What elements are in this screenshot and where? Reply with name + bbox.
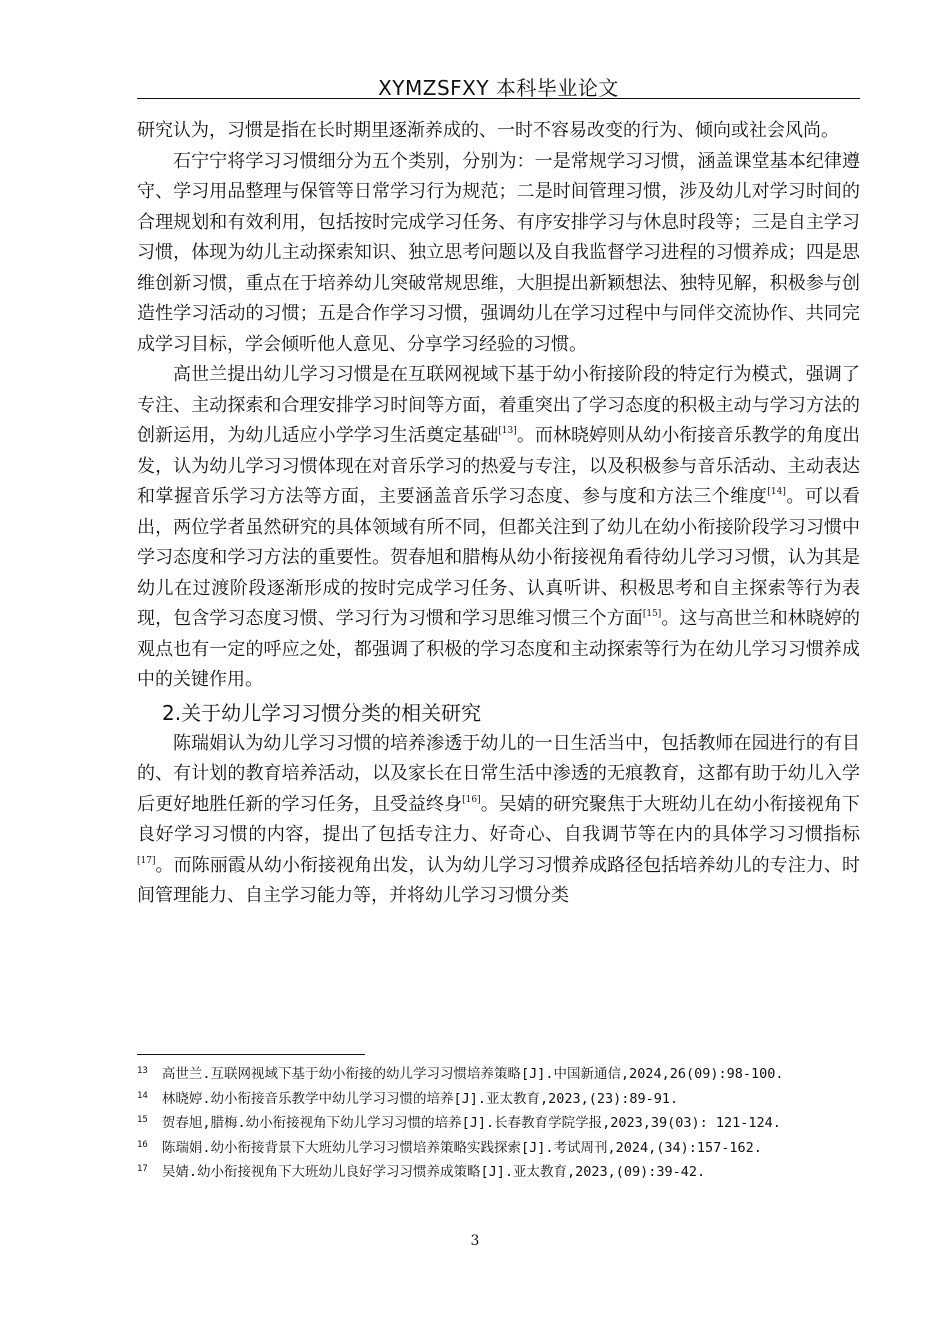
footnote-mark: 14 bbox=[137, 1090, 148, 1101]
citation-16: [16] bbox=[462, 794, 481, 805]
paragraph-3-part-1: 高世兰提出幼儿学习习惯是在互联网视域下基于幼小衔接阶段的特定行为模式，强调了专注、主动探索和合理安排学习时间等方面，着重突出了学习态度的积极主动与学习方法的创新运用，为幼儿适应小学学习生活奠定基础 bbox=[137, 364, 860, 446]
footnote-text: 陈瑞娟.幼小衔接背景下大班幼儿学习习惯培养策略实践探索[J].考试周刊,2024,(34):157-162. bbox=[161, 1139, 762, 1156]
section-heading: 2.关于幼儿学习习惯分类的相关研究 bbox=[162, 700, 482, 725]
paragraph-3 bbox=[137, 360, 860, 696]
footnote-mark: 13 bbox=[137, 1066, 148, 1076]
paragraph-4-part-1: 陈瑞娟认为幼儿学习习惯的培养渗透于幼儿的一日生活当中，包括教师在园进行的有目的、有计划的教育培养活动，以及家长在日常生活中渗透的无痕教育，这都有助于幼儿入学后更好地胜任新的学习任务，且受益终身 bbox=[137, 732, 860, 815]
footnote-mark: 16 bbox=[137, 1139, 148, 1150]
paragraph-1: 研究认为，习惯是指在长时期里逐渐养成的、一时不容易改变的行为、倾向或社会风尚。 bbox=[137, 120, 839, 141]
page-number: 3 bbox=[470, 1233, 480, 1249]
footnote-text: 林晓婷.幼小衔接音乐教学中幼儿学习习惯的培养[J].亚太教育,2023,(23):89-91. bbox=[161, 1090, 679, 1107]
footnote bbox=[137, 1062, 860, 1085]
paragraph-3-part-2: 。而林晓婷则从幼小衔接音乐教学的角度出发，认为幼儿学习习惯体现在对音乐学习的热爱与专注，以及积极参与音乐活动、主动表达和掌握音乐学习方法等方面，主要涵盖音乐学习态度、参与度和方法三个维度 bbox=[137, 425, 861, 507]
running-header: XYMZSFXY 本科毕业论文 bbox=[378, 76, 619, 100]
paragraph-4-part-2: 。吴婧的研究聚焦于大班幼儿在幼小衔接视角下良好学习习惯的内容，提出了包括专注力、好奇心、自我调节等在内的具体学习习惯指标 bbox=[137, 793, 861, 845]
footnote-text: 贺春旭,腊梅.幼小衔接视角下幼儿学习习惯的培养[J].长春教育学院学报,2023,39(03): 121-124. bbox=[161, 1115, 781, 1131]
citation-15: [15] bbox=[642, 609, 662, 619]
body-text bbox=[137, 116, 860, 912]
footnote bbox=[137, 1111, 860, 1134]
header-rule bbox=[137, 98, 860, 99]
paragraph-4 bbox=[137, 729, 860, 912]
paragraph-3-part-4: 。这与高世兰和林晓婷的观点也有一定的呼应之处，都强调了积极的学习态度和主动探索等行为在幼儿学习习惯养成中的关键作用。 bbox=[137, 608, 861, 690]
paragraph-2: 石宁宁将学习习惯细分为五个类别，分别为：一是常规学习习惯，涵盖课堂基本纪律遵守、学习用品整理与保管等日常学习行为规范；二是时间管理习惯，涉及幼儿对学习时间的合理规划和有效利用，包括按时完成学习任务、有序安排学习与休息时段等；三是自主学习习惯，体现为幼儿主动探索知识、独立思考问题以及自我监督学习进程的习惯养成；四是思维创新习惯，重点在于培养幼儿突破常规思维，大胆提出新颖想法、独特见解，积极参与创造性学习活动的习惯；五是合作学习习惯，强调幼儿在学习过程中与同伴交流协作、共同完成学习目标，学会倾听他人意见、分享学习经验的习惯。 bbox=[137, 150, 860, 355]
paragraph-3-part-3: 。可以看出，两位学者虽然研究的具体领域有所不同，但都关注到了幼儿在幼小衔接阶段学习习惯中学习态度和学习方法的重要性。贺春旭和腊梅从幼小衔接视角看待幼儿学习习惯，认为其是幼儿在过渡阶段逐渐形成的按时完成学习任务、认真听讲、积极思考和自主探索等行为表现，包含学习态度习惯、学习行为习惯和学习思维习惯三个方面 bbox=[137, 486, 861, 629]
paragraph-4-part-3: 。而陈丽霞从幼小衔接视角出发，认为幼儿学习习惯养成路径包括培养幼儿的专注力、时间管理能力、自主学习能力等，并将幼儿学习习惯分类 bbox=[137, 854, 860, 906]
footnote bbox=[137, 1136, 860, 1159]
footnotes bbox=[137, 1062, 860, 1185]
footnote-text: 吴婧.幼小衔接视角下大班幼儿良好学习习惯养成策略[J].亚太教育,2023,(09):39-42. bbox=[161, 1164, 706, 1180]
footnote-text: 高世兰.互联网视域下基于幼小衔接的幼儿学习习惯培养策略[J].中国新通信,2024,26(09):98-100. bbox=[161, 1066, 784, 1082]
footnote-mark: 15 bbox=[137, 1115, 148, 1125]
footnote-mark: 17 bbox=[137, 1164, 148, 1174]
footnote-rule bbox=[137, 1054, 365, 1055]
footnote bbox=[137, 1160, 860, 1183]
citation-13: [13] bbox=[498, 426, 517, 436]
citation-14: [14] bbox=[767, 487, 786, 497]
footnote bbox=[137, 1087, 860, 1110]
citation-17: [17] bbox=[137, 855, 156, 866]
